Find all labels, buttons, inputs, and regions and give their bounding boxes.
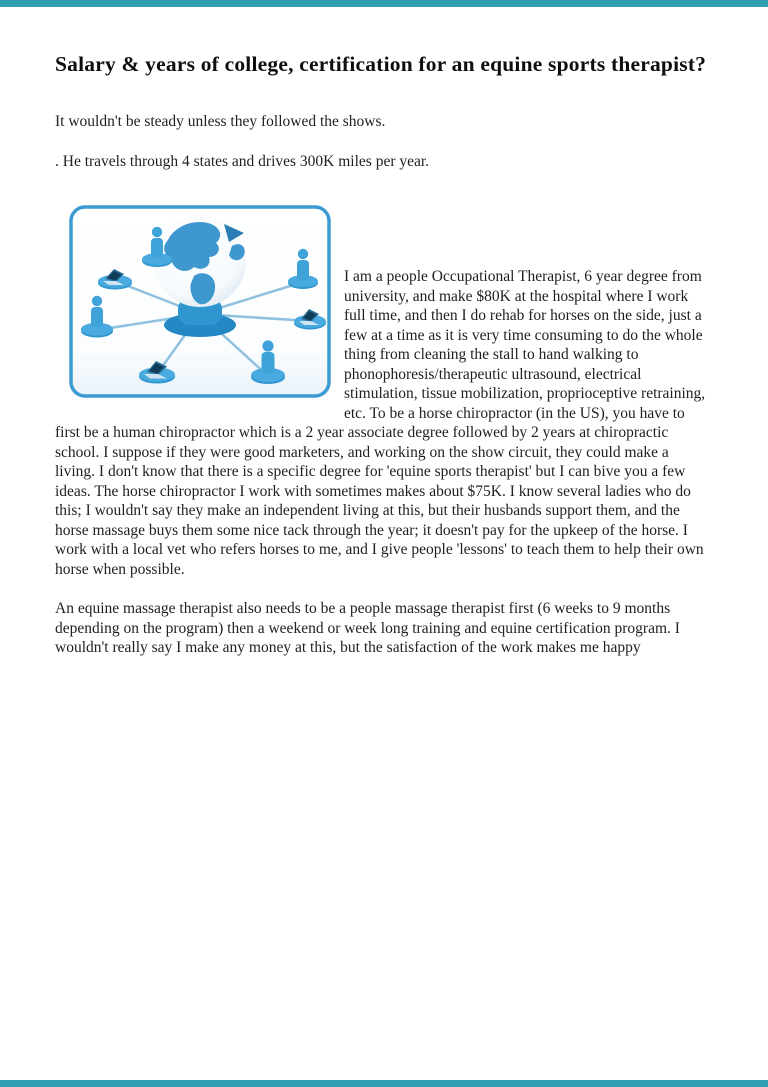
intro-paragraph-1: It wouldn't be steady unless they followed the shows.: [55, 113, 386, 130]
top-accent-bar: [0, 0, 768, 7]
main-body-paragraph: I am a people Occupational Therapist, 6 year degree from university, and make $80K at the hospital where I work full time, and then I do rehab for horses on the side, just a few at a time as it is very time consuming to do the whole thing from cleaning the stall to hand walking to phonophoresis/therapeutic ultrasound, electrical stimulation, tissue mobilization, proprioceptive retraining, etc. To be a horse chiropractor (in the US), you have to first be a human chiropractor which is a 2 year associate degree followed by 2 years at chiropractic school. I suppose if they were good marketers, and working on the show circuit, they could make a living. I don't know that there is a specific degree for 'equine sports therapist' but I can bive you a few ideas. The horse chiropractor I work with sometimes makes about $75K. I know several ladies who do this; I wouldn't say they make an independent living at this, but their husbands support them, and the horse massage buys them some nice tack through the year; it doesn't pay for the upkeep of the horse. I work with a local vet who refers horses to me, and I give people 'lessons' to teach them to help their own horse when possible.: [55, 268, 706, 578]
globe-network-clipart: [68, 204, 332, 399]
page-title: Salary & years of college, certification for an equine sports therapist?: [55, 52, 707, 76]
closing-paragraph: An equine massage therapist also needs to be a people massage therapist first (6 weeks to 9 months depending on the program) then a weekend or week long training and equine certification program. I wouldn't really say I make any money at this, but the satisfaction of the work makes me happy: [55, 600, 680, 656]
bottom-accent-bar: [0, 1080, 768, 1087]
network-globe-image: [68, 204, 332, 399]
intro-paragraph-2: . He travels through 4 states and drives 300K miles per year.: [55, 152, 430, 170]
